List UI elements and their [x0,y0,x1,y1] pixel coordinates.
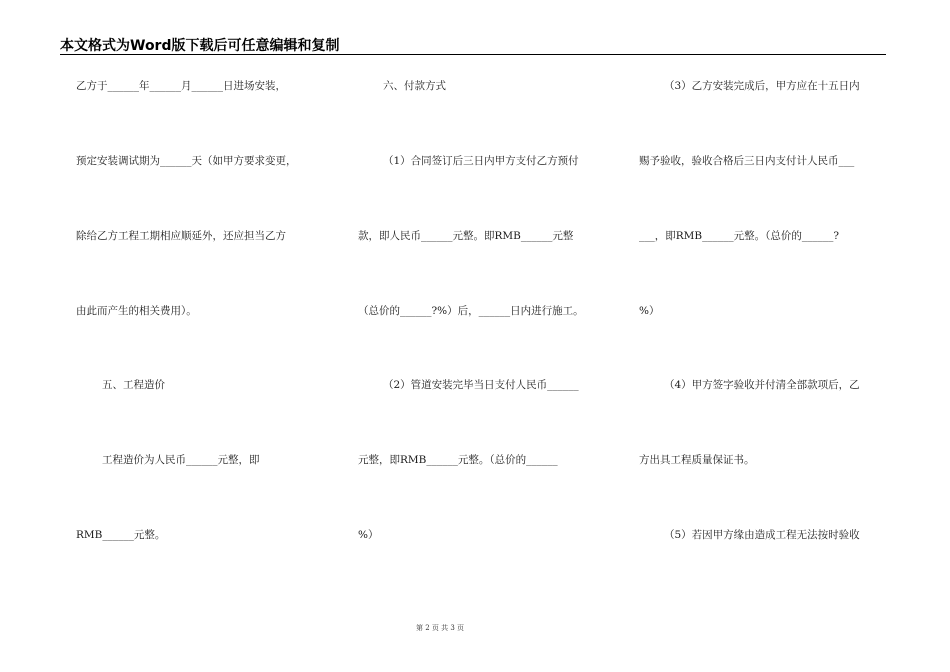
section-heading-price: 五、工程造价 [102,379,165,391]
right-column-line: 方出具工程质量保证书。 [639,454,755,466]
right-column-line: （4）甲方签字验收并付清全部款项后，乙 [664,379,860,391]
middle-column-line: 元整，即RMB______元整。（总价的______ [358,454,558,466]
left-column-line: 工程造价为人民币______元整，即 [102,454,260,466]
section-heading-payment: 六、付款方式 [383,80,446,92]
right-column-line: 赐予验收，验收合格后三日内支付计人民币___ [639,155,855,167]
left-column-line: 乙方于______年______月______日进场安装， [76,80,286,92]
middle-column-line: 款，即人民币______元整。即RMB______元整 [358,230,574,242]
header-divider [60,54,886,55]
right-column-line: ___，即RMB______元整。（总价的______? [639,230,840,242]
right-column-line: （3）乙方安装完成后，甲方应在十五日内 [664,80,860,92]
right-column-line: （5）若因甲方缘由造成工程无法按时验收 [664,529,860,541]
left-column-line: 除给乙方工程工期相应顺延外，还应担当乙方 [76,230,286,242]
left-column-line: RMB______元整。 [76,529,166,541]
document-header-title: 本文格式为Word版下载后可任意编辑和复制 [60,38,340,54]
left-column-line: 由此而产生的相关费用）。 [76,305,197,317]
middle-column-line: （1）合同签订后三日内甲方支付乙方预付 [383,155,579,167]
middle-column-line: （总价的______?%）后，______日内进行施工。 [358,305,584,317]
middle-column-line: （2）管道安装完毕当日支付人民币______ [383,379,579,391]
middle-column-line: %） [358,529,379,541]
page-number: 第 2 页 共 3 页 [415,624,465,632]
left-column-line: 预定安装调试期为______天（如甲方要求变更， [76,155,297,167]
right-column-line: %） [639,305,660,317]
